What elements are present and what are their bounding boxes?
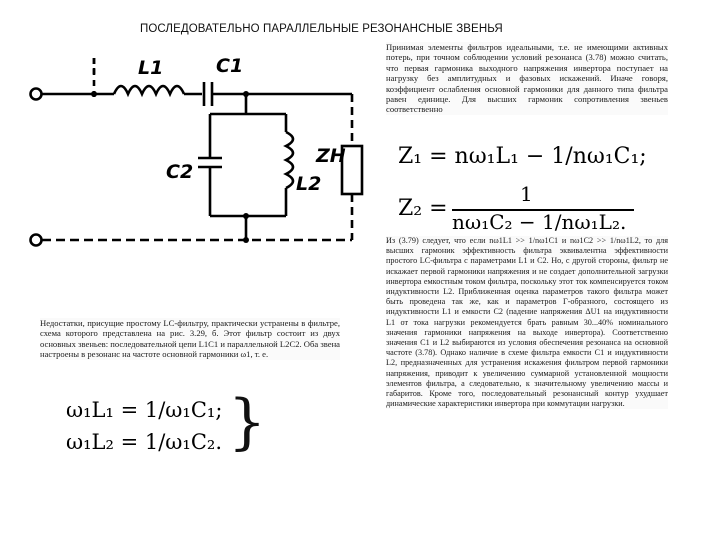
formula-z2-denominator <box>452 210 626 234</box>
input-terminal-top <box>31 89 42 100</box>
label-c2: C2 <box>166 161 194 183</box>
formula-z2-den-text: nω₁C₂ − 1/nω₁L₂ <box>452 210 620 234</box>
formula-z2-end: . <box>619 210 627 234</box>
page-title: ПОСЛЕДОВАТЕЛЬНО ПАРАЛЛЕЛЬНЫЕ РЕЗОНАНСНЫЕ ЗВЕНЬЯ <box>140 23 503 35</box>
text-block-top-right: Принимая элементы фильтров идеальными, т.е. не имеющими активных потерь, при точном соблюдении условий резонанса (3.78) можно считать, что первая гармоника выходного напряжения инвертора поступает на нагрузку без амплитудных и фазовых искажений. Иначе говоря, коэффициент ослабления основной гармоники для данного типа фильтра равен единице. Для высших гармоник сопротивления звеньев соответственно <box>386 42 668 115</box>
formula-z1: Z₁ = nω₁L₁ − 1/nω₁C₁; <box>398 144 647 169</box>
inductor-l2 <box>286 132 293 188</box>
text-block-left: Недостатки, присущие простому LC-фильтру, практически устранены в фильтре, схема которого представлена на рис. 3.29, б. Этот фильтр состоит из двух основных звеньев: последовательной цепи L1C1 и параллельной L2C2. Оба звена настроены в резонанс на частоте основной гармоники ω1, т. е. <box>40 318 340 360</box>
label-l1: L1 <box>138 57 164 79</box>
input-terminal-bottom <box>31 235 42 246</box>
text-block-main-right: Из (3.79) следует, что если nω1L1 >> 1/nω1C1 и nω1C2 >> 1/nω1L2, то для высших гармоник эффективность фильтра эквивалентна эффективности простого LC-фильтра с параметрами L1 и C2. Но, с другой стороны, фильтр не искажает первой гармоники напряжения и не создает дополнительной загрузки инвертора емкостным током фильтра, поскольку этот ток компенсируется током индуктивности L2. Приближенная оценка параметров такого фильтра может быть проведена так же, как и параметров Г-образного, состоящего из индуктивности L1 и емкости C2 (падение напряжения ΔU1 на индуктивности L1 от тока нагрузки рекомендуется брать равным 30...40% номинального значения гармоники напряжения на выходе инвертора). Соответственно значения C1 и L2 выбираются из условия обеспечения резонанса на основной частоте (3.78). Однако наличие в схеме фильтра емкости C1 и индуктивности L2, предназначенных для устранения искажения фильтром первой гармоники напряжения, приводит к увеличению суммарной установленной мощности элементов фильтра, а следовательно, к значительному увеличению массы и габаритов. Кроме того, последовательный резонансный контур ухудшает динамические характеристики инвертора при коммутации нагрузки. <box>386 236 668 409</box>
label-l2: L2 <box>296 173 322 195</box>
circuit-diagram <box>20 40 380 260</box>
brace: } <box>228 387 267 457</box>
formula-resonance-2: ω₁L₂ = 1/ω₁C₂. <box>66 430 222 454</box>
formula-z2-numerator: 1 <box>520 182 533 206</box>
formula-z2-lhs: Z₂ = <box>398 196 448 221</box>
label-zh: ZH <box>316 145 346 167</box>
formula-resonance-1: ω₁L₁ = 1/ω₁C₁; <box>66 398 223 422</box>
label-c1: C1 <box>216 55 244 77</box>
inductor-l1 <box>114 86 184 94</box>
